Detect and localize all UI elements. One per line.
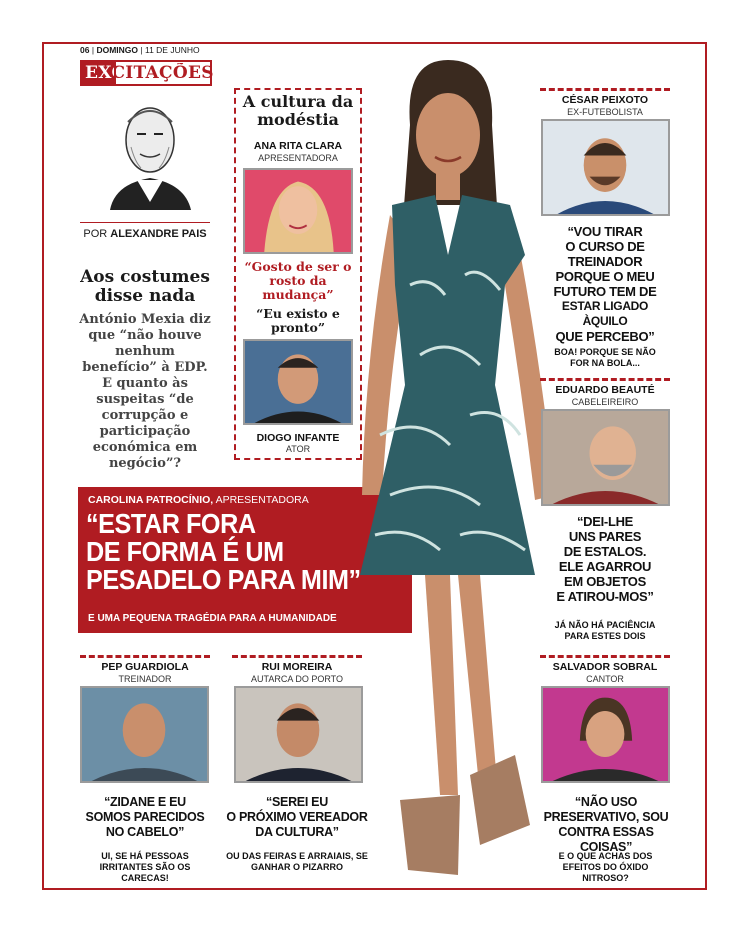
cesar-peixoto-joke: BOA! PORQUE SE NÃO FOR NA BOLA... [554, 347, 656, 368]
cesar-peixoto-photo [541, 119, 670, 216]
salvador-sobral-photo [541, 686, 670, 783]
pep-quote-line-3: NO CABELO” [105, 825, 185, 839]
main-quote-line-2: DE FORMA É UM [86, 536, 284, 567]
rui-quote-line-1: “SEREI EU [266, 795, 328, 809]
eduardo-quote-line-3: DE ESTALOS. [563, 544, 647, 559]
main-quote-speaker-role: APRESENTADORA [215, 494, 309, 506]
cesar-quote-line-1: “VOU TIRAR [567, 224, 643, 239]
ana-rita-clara-name: ANA RITA CLARA [253, 140, 343, 152]
column-title: Aos costumes disse nada [80, 267, 210, 306]
modesty-quote-1: “Gosto de ser o rosto da mudança” [244, 259, 352, 302]
page-header [80, 45, 230, 57]
salvador-sobral-name: SALVADOR SOBRAL [552, 661, 658, 673]
salvador-quote-line-3: CONTRA ESSAS COISAS” [558, 825, 654, 854]
right-divider-1 [540, 88, 670, 91]
column-byline-rule [80, 222, 210, 223]
column-body: António Mexia diz que “não houve nenhum benefício” à EDP. E quanto às suspeitas “de corrupção e participação económica em negócio”? [79, 312, 211, 471]
rui-moreira-joke: OU DAS FEIRAS E ARRAIAIS, SE GANHAR O PIZARRO [226, 851, 368, 872]
salvador-sobral-joke: E O QUE ACHAS DOS EFEITOS DO ÓXIDO NITROSO? [558, 851, 653, 883]
section-title-text: EXCITAÇÕES [85, 63, 214, 83]
main-quote-speaker [88, 494, 309, 506]
rui-moreira-name: RUI MOREIRA [261, 661, 333, 673]
right-divider-2 [540, 378, 670, 381]
eduardo-beaute-image [543, 411, 668, 504]
eduardo-quote-line-6: E ATIROU-MOS” [556, 589, 654, 604]
pep-guardiola-photo [80, 686, 209, 783]
eduardo-beaute-name: EDUARDO BEAUTÉ [555, 384, 655, 396]
pep-guardiola-image [82, 688, 207, 781]
eduardo-quote-line-5: EM OBJETOS [563, 574, 646, 589]
main-quote-line-3: PESADELO PARA MIM” [86, 564, 361, 595]
rui-moreira-quote [226, 795, 368, 840]
header-separator-2: | [140, 45, 143, 55]
cesar-quote-line-6: ESTAR LIGADO ÀQUILO [561, 299, 649, 328]
eduardo-beaute-joke: JÁ NÃO HÁ PACIÊNCIA PARA ESTES DOIS [554, 620, 656, 641]
right-divider-3 [540, 655, 670, 658]
byline-name: ALEXANDRE PAIS [110, 228, 207, 240]
modesty-box-title: A cultura da modéstia [242, 92, 354, 129]
bottom-divider-1 [80, 655, 210, 658]
cesar-quote-line-5: FUTURO TEM DE [553, 284, 657, 299]
column-byline [80, 228, 210, 241]
ana-rita-clara-role: APRESENTADORA [258, 153, 338, 163]
salvador-sobral-quote [534, 795, 678, 855]
salvador-sobral-image [543, 688, 668, 781]
cesar-peixoto-image [543, 121, 668, 214]
section-title [85, 63, 214, 83]
pep-guardiola-quote [76, 795, 214, 840]
main-quote-line-1: “ESTAR FORA [86, 508, 256, 539]
cesar-quote-line-4: PORQUE O MEU [555, 269, 655, 284]
rui-moreira-photo [234, 686, 363, 783]
cesar-quote-line-3: TREINADOR [567, 254, 643, 269]
eduardo-quote-line-4: ELE AGARROU [558, 559, 652, 574]
cesar-quote-line-7: QUE PERCEBO” [555, 329, 655, 344]
diogo-infante-role: ATOR [285, 444, 311, 454]
rui-quote-line-3: DA CULTURA” [255, 825, 339, 839]
columnist-portrait [95, 92, 205, 210]
modesty-quote-2: “Eu existo e pronto” [256, 306, 340, 335]
cesar-peixoto-role: EX-FUTEBOLISTA [567, 107, 643, 117]
bottom-divider-2 [232, 655, 362, 658]
page-number: 06 [80, 45, 90, 55]
rui-quote-line-2: O PRÓXIMO VEREADOR [226, 810, 368, 824]
salvador-quote-line-1: “NÃO USO [574, 795, 638, 809]
columnist-sketch-image [95, 92, 205, 210]
pep-guardiola-role: TREINADOR [118, 674, 172, 684]
cesar-peixoto-quote [538, 224, 672, 344]
eduardo-beaute-quote [538, 514, 672, 604]
eduardo-beaute-role: CABELEIREIRO [571, 397, 639, 407]
header-date: 11 DE JUNHO [144, 45, 200, 55]
cesar-quote-line-2: O CURSO DE [565, 239, 645, 254]
eduardo-beaute-photo [541, 409, 670, 506]
eduardo-quote-line-2: UNS PARES [568, 529, 642, 544]
header-separator: | [91, 45, 95, 55]
section-title-box [80, 60, 212, 86]
pep-guardiola-joke: UI, SE HÁ PESSOAS IRRITANTES SÃO OS CARECAS! [99, 851, 191, 883]
pep-quote-line-1: “ZIDANE E EU [104, 795, 186, 809]
header-day: DOMINGO [96, 45, 138, 55]
salvador-sobral-role: CANTOR [586, 674, 624, 684]
main-quote-speaker-name: CAROLINA PATROCÍNIO, [88, 494, 214, 506]
main-quote-subline: E UMA PEQUENA TRAGÉDIA PARA A HUMANIDADE [88, 613, 337, 624]
rui-moreira-image [236, 688, 361, 781]
cesar-peixoto-name: CÉSAR PEIXOTO [561, 94, 649, 106]
pep-quote-line-2: SOMOS PARECIDOS [85, 810, 205, 824]
eduardo-quote-line-1: “DEI-LHE [576, 514, 634, 529]
diogo-infante-name: DIOGO INFANTE [256, 432, 340, 444]
pep-guardiola-name: PEP GUARDIOLA [101, 661, 189, 673]
byline-prefix: POR [83, 228, 108, 240]
rui-moreira-role: AUTARCA DO PORTO [250, 674, 344, 684]
salvador-quote-line-2: PRESERVATIVO, SOU [543, 810, 669, 824]
